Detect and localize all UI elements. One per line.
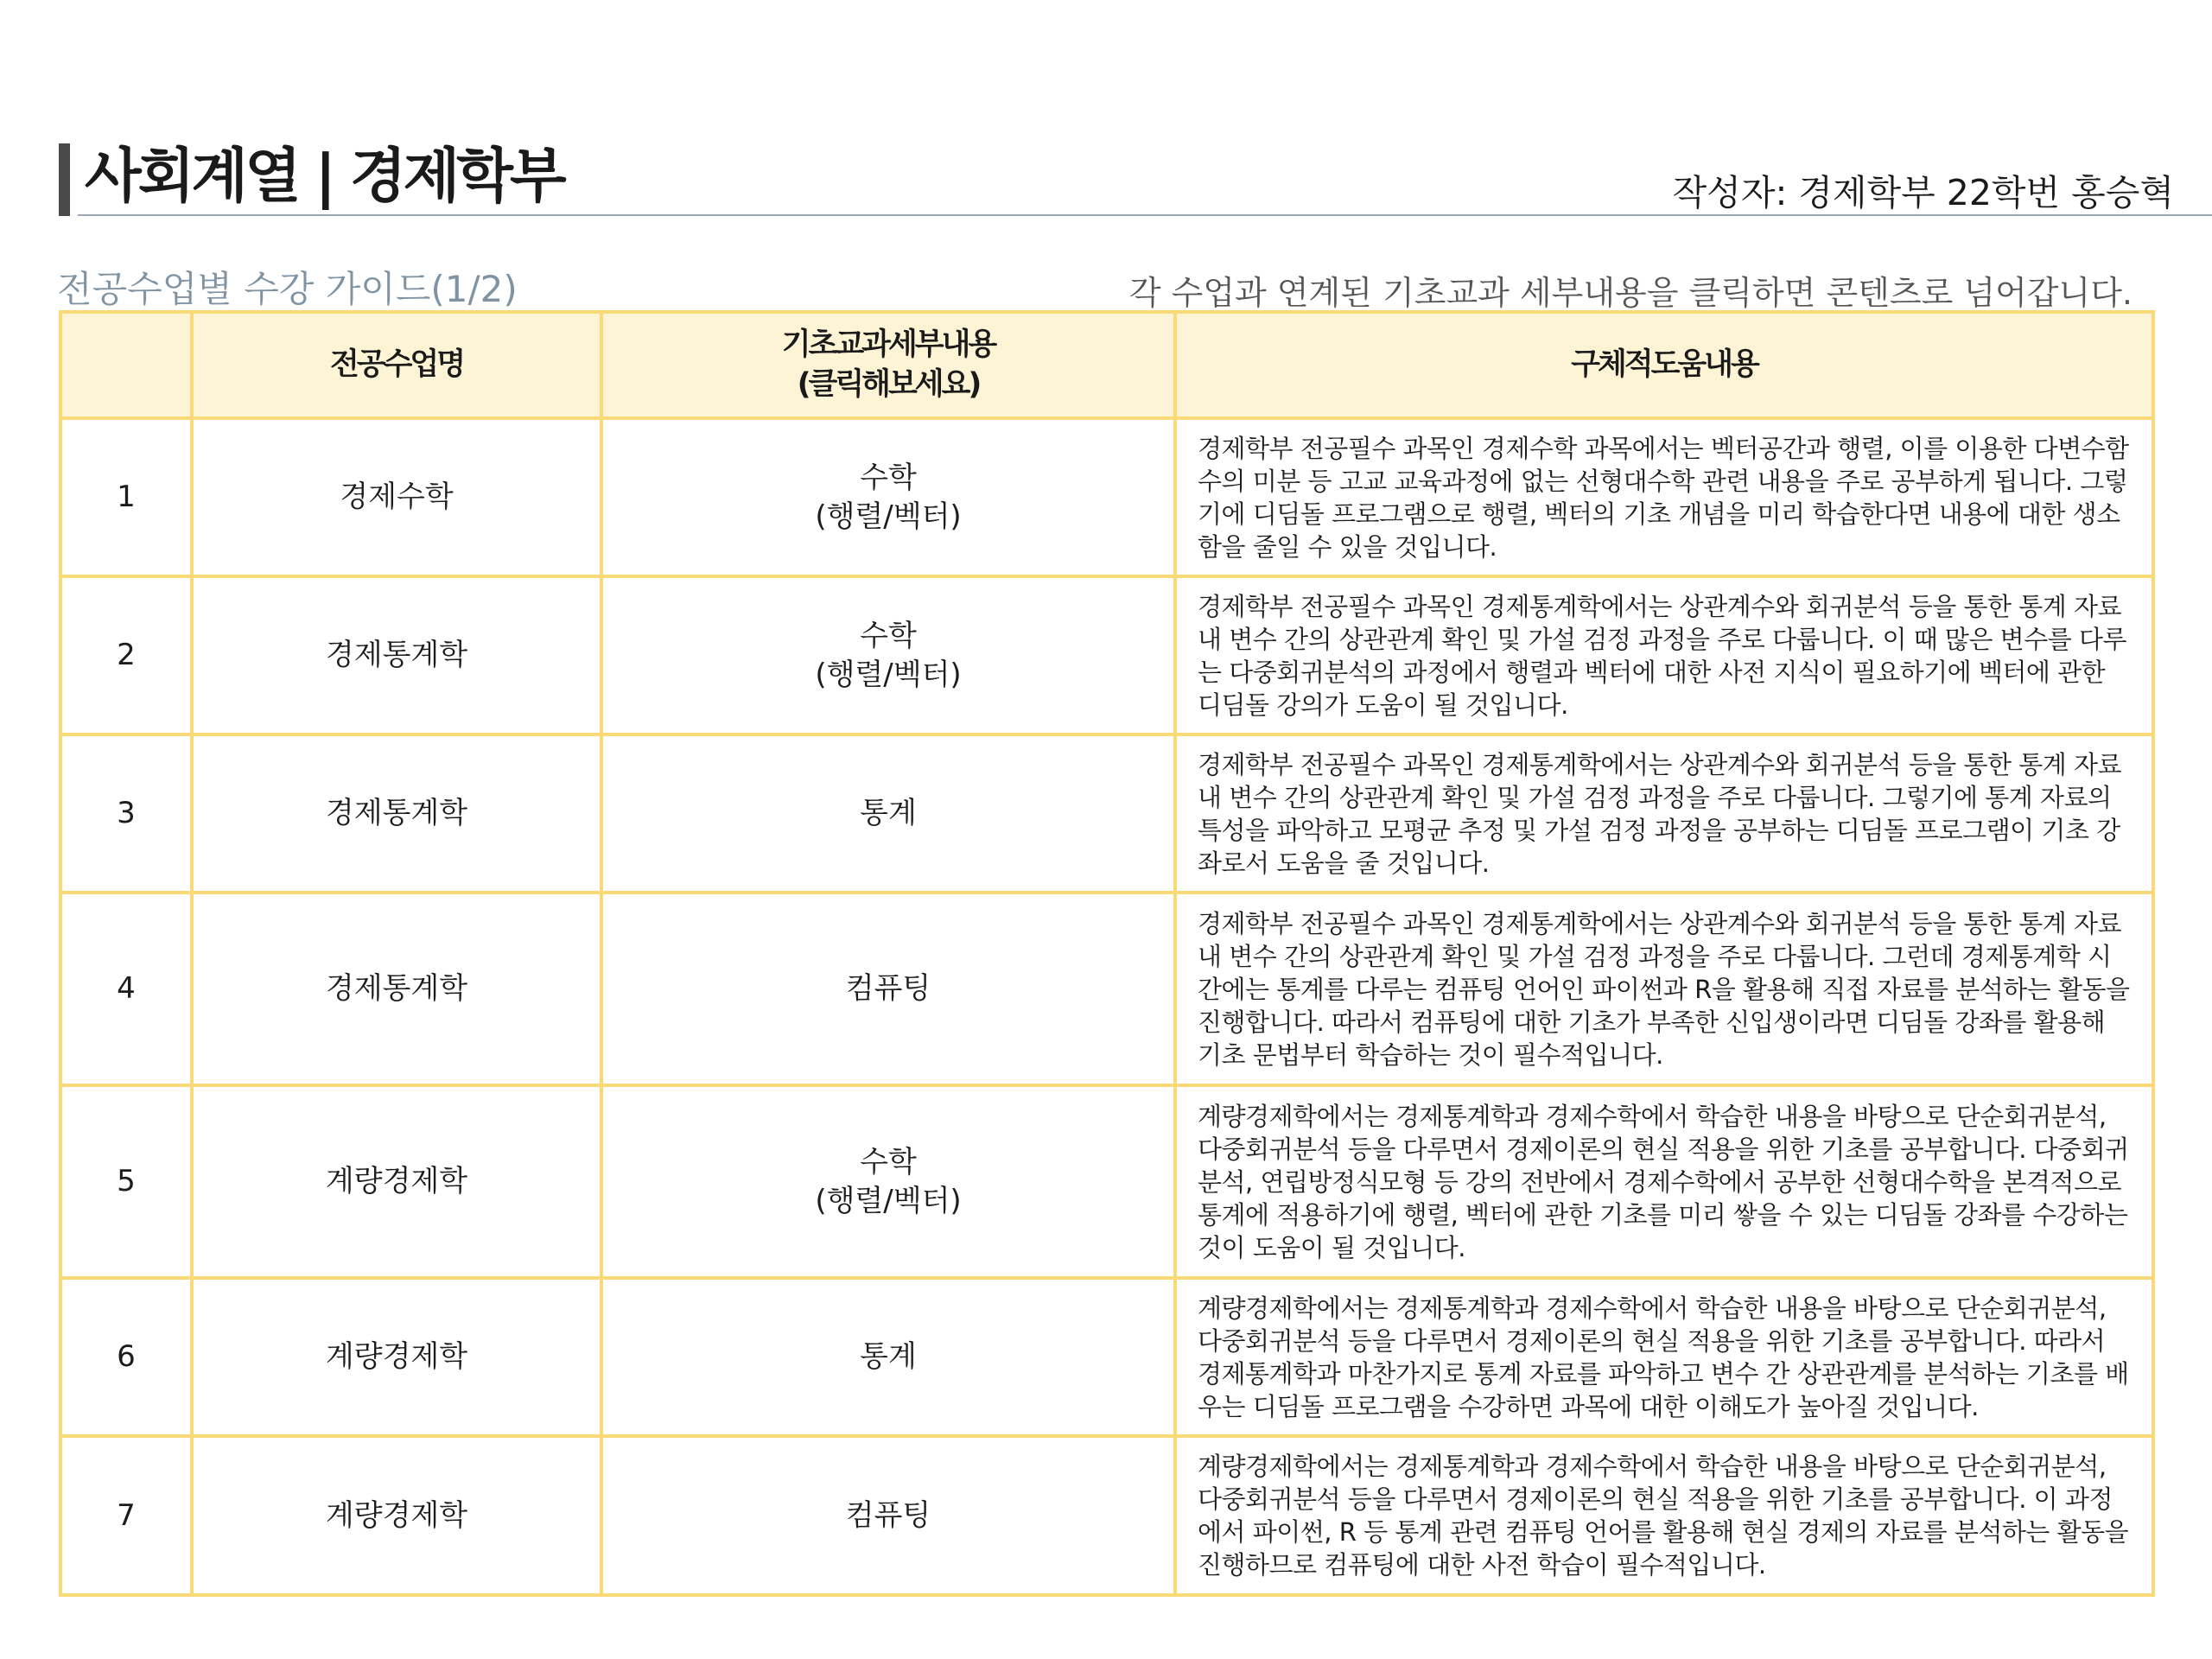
header-course: 전공수업명	[192, 312, 601, 418]
subject-name: 수학	[860, 461, 917, 496]
table-header-row	[60, 312, 2153, 418]
table-row	[60, 1278, 2153, 1436]
guide-title: 전공수업별 수강 가이드(1/2)	[57, 268, 518, 310]
subject-detail: (행렬/벡터)	[815, 1183, 962, 1218]
table-row	[60, 893, 2153, 1085]
table-row	[60, 576, 2153, 734]
author-label: 작성자: 경제학부 22학번 홍승혁	[1672, 172, 2174, 213]
row-number: 7	[60, 1436, 192, 1595]
help-description: 경제학부 전공필수 과목인 경제수학 과목에서는 벡터공간과 행렬, 이를 이용한 다변수함수의 미분 등 고교 교육과정에 없는 선형대수학 관련 내용을 주로 공부하게 됩니다. 그렇기에 디딤돌 프로그램으로 행렬, 벡터의 기초 개념을 미리 학습한다면 내용에 대한 생소함을 줄일 수 있을 것입니다.	[1175, 418, 2153, 576]
course-name: 계량경제학	[192, 1085, 601, 1278]
table-row	[60, 734, 2153, 893]
header-num	[60, 312, 192, 418]
help-description: 계량경제학에서는 경제통계학과 경제수학에서 학습한 내용을 바탕으로 단순회귀분석, 다중회귀분석 등을 다루면서 경제이론의 현실 적용을 위한 기초를 공부합니다. 다중회귀분석, 연립방정식모형 등 강의 전반에서 경제수학에서 공부한 선형대수학을 본격적으로 통계에 적용하기에 행렬, 벡터에 관한 기초를 미리 쌓을 수 있는 디딤돌 강좌를 수강하는 것이 도움이 될 것입니다.	[1175, 1085, 2153, 1278]
course-name: 계량경제학	[192, 1436, 601, 1595]
course-name: 경제통계학	[192, 576, 601, 734]
header-basic-line1: 기초교과세부내용	[781, 327, 995, 362]
header-basic-subject	[601, 312, 1175, 418]
basic-subject-link[interactable]	[601, 1085, 1175, 1278]
row-number: 6	[60, 1278, 192, 1436]
help-description: 계량경제학에서는 경제통계학과 경제수학에서 학습한 내용을 바탕으로 단순회귀분석, 다중회귀분석 등을 다루면서 경제이론의 현실 적용을 위한 기초를 공부합니다. 이 과정에서 파이썬, R 등 통계 관련 컴퓨팅 언어를 활용해 현실 경제의 자료를 분석하는 활동을 진행하므로 컴퓨팅에 대한 사전 학습이 필수적입니다.	[1175, 1436, 2153, 1595]
row-number: 3	[60, 734, 192, 893]
course-name: 경제통계학	[192, 893, 601, 1085]
basic-subject-link[interactable]	[601, 734, 1175, 893]
subject-name: 수학	[860, 619, 917, 654]
subject-detail: (행렬/벡터)	[815, 499, 962, 534]
row-number: 1	[60, 418, 192, 576]
guide-note: 각 수업과 연계된 기초교과 세부내용을 클릭하면 콘텐츠로 넘어갑니다.	[1128, 274, 2133, 312]
header-basic-line2: (클릭해보세요)	[797, 366, 980, 402]
subject-detail: (행렬/벡터)	[815, 657, 962, 692]
basic-subject-link[interactable]	[601, 1278, 1175, 1436]
course-name: 경제수학	[192, 418, 601, 576]
subject-name: 통계	[860, 1339, 917, 1375]
subject-name: 수학	[860, 1145, 917, 1180]
help-description: 계량경제학에서는 경제통계학과 경제수학에서 학습한 내용을 바탕으로 단순회귀분석, 다중회귀분석 등을 다루면서 경제이론의 현실 적용을 위한 기초를 공부합니다. 따라서 경제통계학과 마찬가지로 통계 자료를 파악하고 변수 간 상관관계를 분석하는 기초를 배우는 디딤돌 프로그램을 수강하면 과목에 대한 이해도가 높아질 것입니다.	[1175, 1278, 2153, 1436]
basic-subject-link[interactable]	[601, 418, 1175, 576]
subject-name: 통계	[860, 796, 917, 831]
basic-subject-link[interactable]	[601, 576, 1175, 734]
subject-name: 컴퓨팅	[845, 1497, 931, 1533]
course-guide-table	[59, 310, 2155, 1597]
help-description: 경제학부 전공필수 과목인 경제통계학에서는 상관계수와 회귀분석 등을 통한 통계 자료 내 변수 간의 상관관계 확인 및 가설 검정 과정을 주로 다룹니다. 이 때 많은 변수를 다루는 다중회귀분석의 과정에서 행렬과 벡터에 대한 사전 지식이 필요하기에 벡터에 관한 디딤돌 강의가 도움이 될 것입니다.	[1175, 576, 2153, 734]
table-row	[60, 418, 2153, 576]
help-description: 경제학부 전공필수 과목인 경제통계학에서는 상관계수와 회귀분석 등을 통한 통계 자료 내 변수 간의 상관관계 확인 및 가설 검정 과정을 주로 다룹니다. 그런데 경제통계학 시간에는 통계를 다루는 컴퓨팅 언어인 파이썬과 R을 활용해 직접 자료를 분석하는 활동을 진행합니다. 따라서 컴퓨팅에 대한 기초가 부족한 신입생이라면 디딤돌 강좌를 활용해 기초 문법부터 학습하는 것이 필수적입니다.	[1175, 893, 2153, 1085]
header-divider	[78, 214, 2212, 216]
subject-name: 컴퓨팅	[845, 971, 931, 1007]
header-help: 구체적도움내용	[1175, 312, 2153, 418]
title-accent-bar	[59, 143, 70, 216]
course-name: 계량경제학	[192, 1278, 601, 1436]
page-title: 사회계열 | 경제학부	[85, 143, 563, 211]
table-row	[60, 1085, 2153, 1278]
row-number: 5	[60, 1085, 192, 1278]
row-number: 2	[60, 576, 192, 734]
course-name: 경제통계학	[192, 734, 601, 893]
table-row	[60, 1436, 2153, 1595]
basic-subject-link[interactable]	[601, 1436, 1175, 1595]
basic-subject-link[interactable]	[601, 893, 1175, 1085]
help-description: 경제학부 전공필수 과목인 경제통계학에서는 상관계수와 회귀분석 등을 통한 통계 자료 내 변수 간의 상관관계 확인 및 가설 검정 과정을 주로 다룹니다. 그렇기에 통계 자료의 특성을 파악하고 모평균 추정 및 가설 검정 과정을 공부하는 디딤돌 프로그램이 기초 강좌로서 도움을 줄 것입니다.	[1175, 734, 2153, 893]
row-number: 4	[60, 893, 192, 1085]
